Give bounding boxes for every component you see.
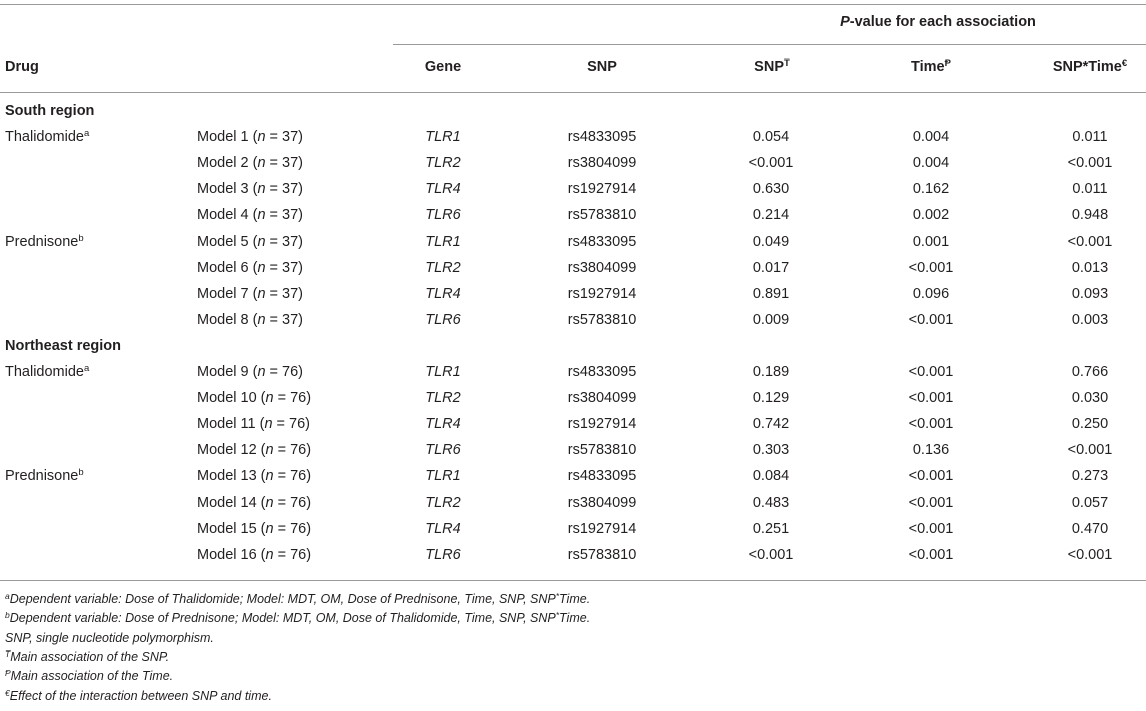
model-cell [197, 542, 311, 568]
model-cell [197, 516, 311, 542]
table-row [0, 202, 1146, 228]
drug-label [5, 124, 89, 150]
n-symbol: n [257, 155, 266, 172]
model-count: = 76) [272, 416, 310, 433]
p-snp-cell: 0.189 [752, 364, 790, 380]
table-row [0, 255, 1146, 281]
p-time-cell: 0.001 [912, 233, 950, 250]
model-cell [197, 463, 311, 489]
footnote-text: Main association of the SNP. [10, 649, 170, 664]
n-symbol: n [257, 207, 266, 224]
p-interaction-cell: 0.057 [1071, 494, 1109, 511]
table-row [0, 411, 1146, 437]
n-symbol: n [257, 364, 266, 380]
footnote-mark: T̅ [5, 648, 11, 659]
p-time-cell: <0.001 [908, 311, 954, 328]
model-cell [197, 385, 311, 411]
n-symbol: n [265, 442, 274, 459]
model-count: = 37) [265, 207, 304, 224]
col-interaction-sup: € [1121, 58, 1128, 69]
model-cell [197, 176, 303, 202]
n-symbol: n [257, 181, 266, 198]
table-row [0, 176, 1146, 202]
snp-cell: rs1927914 [567, 181, 637, 198]
table-row [0, 490, 1146, 516]
col-time-sup: Ᵽ [944, 58, 951, 69]
model-cell [197, 255, 303, 281]
model-cell [197, 359, 303, 385]
model-cell [197, 150, 303, 176]
p-interaction-cell: 0.470 [1071, 520, 1109, 537]
footnote-tail: Time. [559, 611, 591, 626]
p-interaction-cell: 0.013 [1071, 259, 1109, 276]
gene-cell: TLR1 [425, 129, 461, 146]
header-row [0, 54, 1146, 80]
p-time-cell: <0.001 [908, 494, 954, 511]
p-time-cell: 0.004 [912, 155, 950, 172]
model-label: Model 15 ( [197, 520, 266, 537]
header-group-row [0, 9, 1146, 35]
model-count: = 76) [273, 546, 312, 563]
drug-sup: b [78, 232, 84, 244]
p-time-cell: 0.136 [912, 442, 950, 459]
region-row [0, 333, 1146, 359]
footnote-mark: a [5, 591, 10, 601]
snp-cell: rs4833095 [567, 233, 637, 250]
n-symbol: n [265, 468, 274, 485]
p-snp-cell: <0.001 [748, 155, 794, 172]
footnote-text: Dependent variable: Dose of Prednisone; Model: MDT, OM, Dose of Thalidomide, Time, SNP, SNP [9, 611, 556, 626]
p-snp-cell: 0.214 [752, 207, 790, 224]
model-count: = 76) [273, 390, 312, 407]
p-interaction-cell: <0.001 [1067, 546, 1113, 563]
table-row [0, 150, 1146, 176]
table-row [0, 516, 1146, 542]
p-letter: P [840, 14, 850, 30]
p-snp-cell: 0.891 [752, 285, 790, 302]
drug-name: Prednisone [5, 233, 79, 250]
table-row [0, 437, 1146, 463]
p-time-cell: <0.001 [908, 259, 954, 276]
p-snp-cell: 0.084 [752, 468, 790, 485]
p-interaction-cell: 0.766 [1071, 364, 1109, 380]
n-symbol: n [265, 546, 274, 563]
snp-cell: rs1927914 [567, 520, 637, 537]
top-rule [0, 4, 1146, 5]
gene-cell: TLR6 [425, 546, 461, 563]
model-label: Model 2 ( [197, 155, 258, 172]
footnote-mark: € [5, 687, 10, 698]
footnote-text: Effect of the interaction between SNP and time. [9, 688, 272, 703]
region-row [0, 98, 1146, 124]
p-snp-cell: <0.001 [748, 546, 794, 563]
n-symbol: n [257, 259, 266, 276]
p-interaction-cell: <0.001 [1067, 442, 1113, 459]
table-row [0, 359, 1146, 385]
model-label: Model 12 ( [197, 442, 266, 459]
col-snp-main-text: SNP [754, 59, 785, 75]
snp-cell: rs5783810 [567, 442, 637, 459]
model-label: Model 6 ( [197, 259, 258, 276]
n-symbol: n [265, 520, 274, 537]
col-snp-main-header [754, 54, 790, 80]
gene-cell: TLR6 [425, 207, 461, 224]
model-cell [197, 202, 303, 228]
drug-name: Thalidomide [5, 364, 84, 380]
p-interaction-cell: 0.030 [1071, 390, 1109, 407]
footnote-text: Main association of the Time. [10, 669, 174, 684]
snp-cell: rs5783810 [567, 207, 637, 224]
n-symbol: n [257, 311, 266, 328]
model-label: Model 1 ( [197, 129, 258, 146]
n-symbol: n [265, 494, 274, 511]
gene-cell: TLR2 [425, 390, 461, 407]
snp-cell: rs3804099 [567, 259, 637, 276]
p-time-cell: <0.001 [908, 390, 954, 407]
model-label: Model 8 ( [197, 311, 258, 328]
footnote [5, 687, 272, 705]
gene-cell: TLR1 [425, 468, 461, 485]
model-count: = 37) [265, 259, 304, 276]
table-row [0, 385, 1146, 411]
p-snp-cell: 0.742 [752, 416, 790, 433]
p-snp-cell: 0.303 [752, 442, 790, 459]
table-row [0, 307, 1146, 333]
table-row [0, 229, 1146, 255]
model-cell [197, 281, 303, 307]
p-interaction-cell: 0.003 [1071, 311, 1109, 328]
n-symbol: n [257, 285, 266, 302]
gene-cell: TLR1 [425, 233, 461, 250]
gene-cell: TLR4 [425, 285, 461, 302]
footnote-star: * [555, 591, 560, 601]
snp-cell: rs3804099 [567, 390, 637, 407]
snp-cell: rs4833095 [567, 129, 637, 146]
gene-cell: TLR6 [425, 311, 461, 328]
col-snp-header: SNP [587, 59, 617, 75]
table-row [0, 124, 1146, 150]
snp-cell: rs4833095 [567, 468, 637, 485]
p-time-cell: <0.001 [908, 468, 954, 485]
snp-cell: rs5783810 [567, 311, 637, 328]
footnote-text: Dependent variable: Dose of Thalidomide; Model: MDT, OM, Dose of Prednisone, Time, SNP, SNP [9, 592, 556, 606]
drug-label [5, 463, 84, 489]
model-count: = 76) [273, 468, 312, 485]
gene-cell: TLR2 [425, 155, 461, 172]
gene-cell: TLR4 [425, 181, 461, 198]
gene-cell: TLR4 [425, 416, 461, 433]
p-time-cell: <0.001 [908, 364, 954, 380]
model-cell [197, 229, 303, 255]
footnote [5, 667, 173, 685]
n-symbol: n [257, 233, 266, 250]
snp-cell: rs3804099 [567, 494, 637, 511]
snp-cell: rs4833095 [567, 364, 637, 380]
model-cell [197, 490, 311, 516]
drug-label [5, 359, 89, 385]
p-interaction-cell: <0.001 [1067, 155, 1113, 172]
footnote [5, 590, 590, 608]
footnote-tail: Time. [559, 592, 591, 606]
model-label: Model 14 ( [197, 494, 266, 511]
gene-cell: TLR2 [425, 259, 461, 276]
model-cell [197, 411, 310, 437]
table-row [0, 281, 1146, 307]
model-cell [197, 437, 311, 463]
p-time-cell: 0.162 [912, 181, 950, 198]
p-interaction-cell: 0.011 [1072, 129, 1108, 146]
drug-name: Prednisone [5, 468, 79, 485]
col-drug-header: Drug [5, 59, 39, 75]
footnote-text: SNP, single nucleotide polymorphism. [5, 630, 214, 645]
model-count: = 37) [265, 129, 304, 146]
footnote [5, 629, 214, 647]
model-cell [197, 307, 303, 333]
p-time-cell: 0.004 [912, 129, 950, 146]
p-snp-cell: 0.009 [752, 311, 790, 328]
col-time-text: Time [911, 59, 945, 75]
p-snp-cell: 0.129 [752, 390, 790, 407]
p-snp-cell: 0.630 [752, 181, 790, 198]
model-count: = 76) [273, 520, 312, 537]
footnote [5, 609, 590, 627]
gene-cell: TLR6 [425, 442, 461, 459]
p-snp-cell: 0.049 [752, 233, 790, 250]
model-count: = 37) [265, 311, 304, 328]
table-row [0, 463, 1146, 489]
col-interaction-header [1053, 54, 1127, 80]
model-count: = 37) [265, 181, 304, 198]
model-count: = 76) [265, 364, 304, 380]
drug-sup: b [78, 467, 84, 479]
p-interaction-cell: 0.011 [1072, 181, 1108, 198]
n-symbol: n [257, 129, 266, 146]
snp-cell: rs3804099 [567, 155, 637, 172]
model-count: = 37) [265, 233, 304, 250]
region-label: South region [5, 103, 95, 119]
col-gene-header: Gene [424, 59, 462, 75]
col-time-header [911, 54, 951, 80]
footnote [5, 648, 169, 666]
model-label: Model 4 ( [197, 207, 258, 224]
p-snp-cell: 0.054 [752, 129, 790, 146]
n-symbol: n [265, 390, 274, 407]
p-time-cell: 0.002 [912, 207, 950, 224]
drug-sup: a [84, 128, 90, 140]
model-label: Model 9 ( [197, 364, 258, 380]
p-time-cell: <0.001 [908, 520, 954, 537]
p-time-cell: <0.001 [908, 416, 954, 433]
model-label: Model 5 ( [197, 233, 258, 250]
gene-cell: TLR4 [425, 520, 461, 537]
snp-cell: rs1927914 [567, 416, 637, 433]
group-rule [393, 44, 1146, 45]
footnote-mark: b [5, 610, 10, 621]
p-interaction-cell: 0.093 [1071, 285, 1109, 302]
p-snp-cell: 0.483 [752, 494, 790, 511]
p-time-cell: <0.001 [908, 546, 954, 563]
p-value-group-header [840, 9, 1036, 35]
table-row [0, 542, 1146, 568]
model-count: = 76) [273, 494, 312, 511]
p-interaction-cell: 0.250 [1071, 416, 1109, 433]
col-interaction-text: SNP*Time [1052, 59, 1122, 75]
n-symbol: n [264, 416, 273, 433]
model-count: = 37) [265, 155, 304, 172]
model-label: Model 3 ( [197, 181, 258, 198]
model-cell [197, 124, 303, 150]
p-snp-cell: 0.251 [752, 520, 790, 537]
model-label: Model 11 ( [197, 416, 265, 433]
gene-cell: TLR2 [425, 494, 461, 511]
model-label: Model 10 ( [197, 390, 266, 407]
p-interaction-cell: 0.948 [1071, 207, 1109, 224]
region-label: Northeast region [5, 337, 122, 354]
col-snp-main-sup: T̅ [784, 58, 790, 69]
model-label: Model 13 ( [197, 468, 266, 485]
p-snp-cell: 0.017 [752, 259, 790, 276]
p-value-group-text: -value for each association [849, 14, 1036, 30]
footnote-star: * [555, 610, 560, 621]
snp-cell: rs5783810 [567, 546, 637, 563]
model-count: = 76) [273, 442, 312, 459]
drug-name: Thalidomide [5, 129, 84, 146]
model-label: Model 16 ( [197, 546, 266, 563]
drug-label [5, 229, 84, 255]
p-interaction-cell: <0.001 [1067, 233, 1113, 250]
model-count: = 37) [265, 285, 304, 302]
drug-sup: a [84, 363, 90, 374]
p-interaction-cell: 0.273 [1071, 468, 1109, 485]
p-time-cell: 0.096 [912, 285, 950, 302]
gene-cell: TLR1 [425, 364, 461, 380]
footnote-mark: Ᵽ [5, 668, 11, 679]
snp-cell: rs1927914 [567, 285, 637, 302]
header-rule [0, 92, 1146, 93]
model-label: Model 7 ( [197, 285, 258, 302]
bottom-rule [0, 580, 1146, 581]
